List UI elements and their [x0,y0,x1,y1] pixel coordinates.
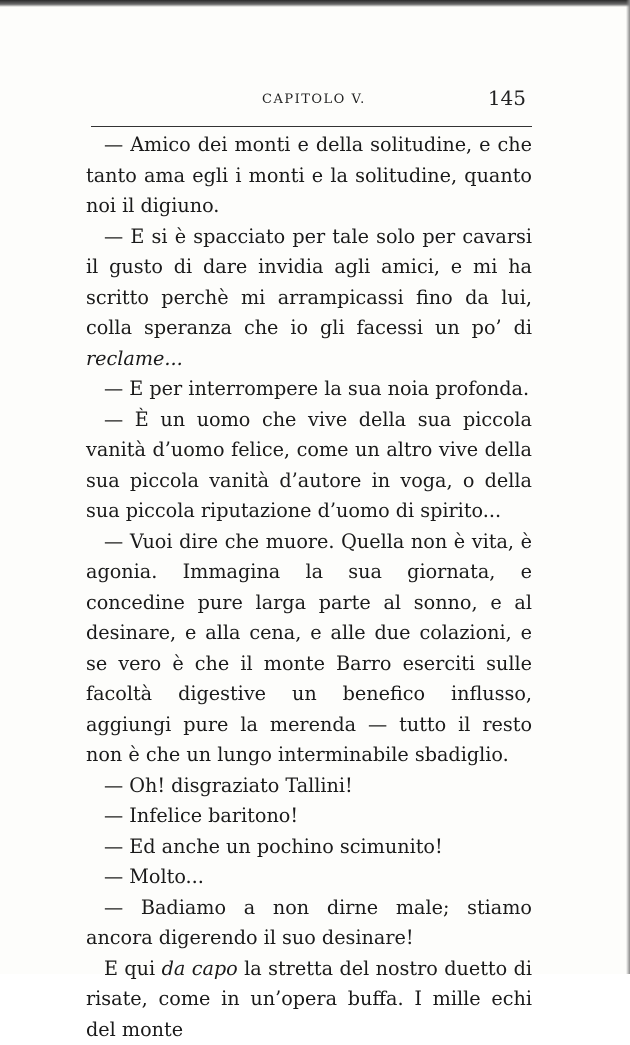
paragraph-1-text: — Amico dei monti e della solitudine, e che tanto ama egli i monti e la solitudine, quanto noi il digiuno. [86,133,532,217]
page-header [86,86,532,116]
paragraph-2 [86,222,532,375]
running-head: CAPITOLO V. [262,92,366,107]
paragraph-9-text: — Molto... [104,865,204,888]
paragraph-8 [86,832,532,863]
paragraph-3 [86,374,532,405]
paragraph-10 [86,893,532,954]
scan-shadow-top [0,0,630,7]
paragraph-11 [86,954,532,1045]
paragraph-6 [86,771,532,802]
paragraph-2-text: — E si è spacciato per tale solo per cavarsi il gusto di dare invidia agli amici, e mi ha scritto perchè mi arrampicassi fino da lui, colla speranza che io gli facessi un po’ di [86,225,532,340]
paragraph-4 [86,405,532,527]
paragraph-8-text: — Ed anche un pochino scimunito! [104,835,443,858]
paragraph-10-text: — Badiamo a non dirne male; stiamo ancora digerendo il suo desinare! [86,896,532,950]
paragraph-5 [86,527,532,771]
paragraph-9 [86,862,532,893]
paragraph-6-text: — Oh! disgraziato Tallini! [104,774,353,797]
header-rule [91,126,532,127]
italic-da-capo: da capo [162,957,238,980]
scan-shadow-right [626,0,630,974]
paragraph-7 [86,801,532,832]
paragraph-1 [86,130,532,222]
paragraph-3-text: — E per interrompere la sua noia profonda. [104,377,529,400]
body-text [86,130,532,1045]
paragraph-11-text: E qui [104,957,162,980]
italic-reclame: reclame... [86,347,183,370]
paragraph-7-text: — Infelice baritono! [104,804,298,827]
paragraph-4-text: — È un uomo che vive della sua piccola vanità d’uomo felice, come un altro vive della sua piccola vanità d’autore in voga, o della sua piccola riputazione d’uomo di spirito... [86,408,532,523]
paragraph-5-text: — Vuoi dire che muore. Quella non è vita, è agonia. Immagina la sua giornata, e concedine pure larga parte al sonno, e al desinare, e alla cena, e alle due colazioni, e se vero è che il monte Barro eserciti sulle facoltà digestive un benefico influsso, aggiungi pure la merenda — tutto il resto non è che un lungo interminabile sbadiglio. [86,530,532,767]
page-number: 145 [488,86,526,110]
paragraph-11-tail: la stretta del nostro duetto di risate, come in un’opera buffa. I mille echi del monte [86,957,532,1041]
